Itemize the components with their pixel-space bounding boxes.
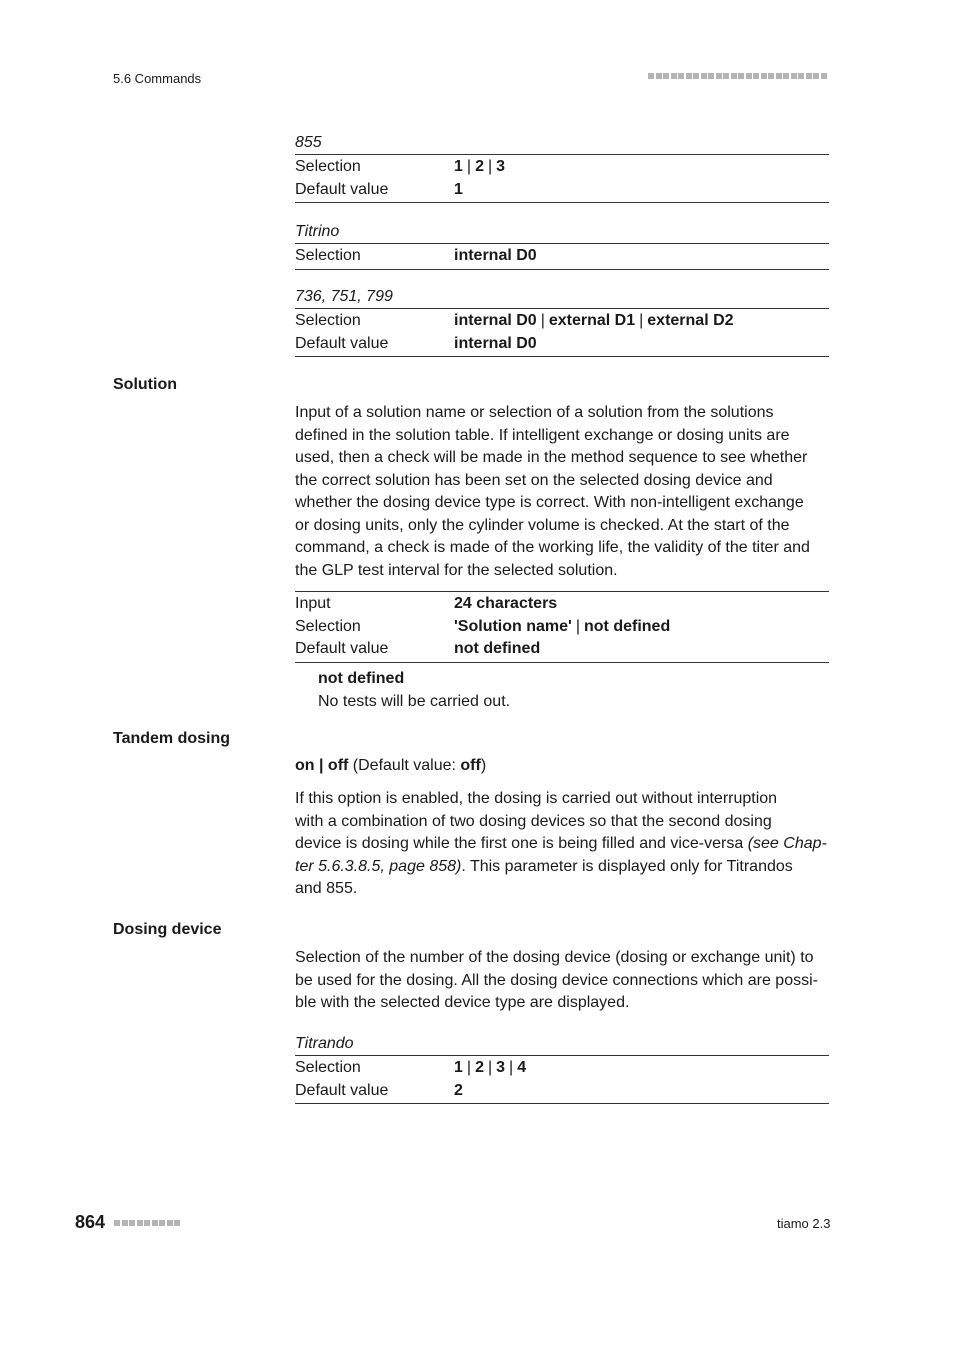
table-row-label: Selection xyxy=(295,1059,361,1076)
table-736-751-799 xyxy=(295,286,829,357)
table-value: 'Solution name' xyxy=(454,617,572,635)
value-separator: | xyxy=(509,1059,514,1076)
decorative-square xyxy=(137,1220,143,1226)
decorative-square xyxy=(761,73,767,79)
decorative-square xyxy=(159,1220,165,1226)
dosing-device-description xyxy=(295,947,829,1015)
paragraph-line: ble with the selected device type are displayed. xyxy=(295,994,630,1011)
section-title-solution: Solution xyxy=(113,376,177,393)
table-row-label: Selection xyxy=(295,617,361,635)
table-titrino xyxy=(295,221,829,270)
decorative-square xyxy=(708,73,714,79)
value-separator: | xyxy=(466,158,472,175)
footer-product: tiamo 2.3 xyxy=(777,1216,831,1231)
table-row-values xyxy=(454,310,734,333)
tandem-line-text: . This parameter is displayed only for Titrandos xyxy=(461,857,793,875)
table-row-values xyxy=(454,156,505,179)
decorative-square xyxy=(746,73,752,79)
section-title-dosing-device: Dosing device xyxy=(113,921,222,938)
table-value: internal D0 xyxy=(454,334,537,352)
table-row-label: Selection xyxy=(295,247,361,264)
table-value: 3 xyxy=(496,158,506,175)
paragraph-line: used, then a check will be made in the method sequence to see whether xyxy=(295,449,808,466)
tandem-line xyxy=(295,856,829,879)
decorative-square xyxy=(648,73,654,79)
table-row-label: Default value xyxy=(295,1081,389,1099)
tandem-description xyxy=(295,788,829,901)
decorative-square xyxy=(813,73,819,79)
table-row xyxy=(295,638,829,661)
paragraph-line: command, a check is made of the working life, the validity of the titer and xyxy=(295,539,810,556)
table-row-label: Default value xyxy=(295,180,389,198)
table-row-label: Selection xyxy=(295,158,361,175)
table-value: internal D0 xyxy=(454,247,537,264)
table-row xyxy=(295,333,829,356)
table-caption: 855 xyxy=(295,134,322,151)
decorative-square xyxy=(798,73,804,79)
table-row-values xyxy=(454,593,557,616)
decorative-square xyxy=(663,73,669,79)
table-855 xyxy=(295,132,829,203)
table-row xyxy=(295,1080,829,1103)
table-row-values xyxy=(454,245,537,268)
decorative-square xyxy=(731,73,737,79)
value-separator: | xyxy=(487,158,493,175)
paragraph-line: the GLP test interval for the selected solution. xyxy=(295,561,618,579)
paragraph-line: Input of a solution name or selection of a solution from the solutions xyxy=(295,404,774,421)
tandem-default-prefix: (Default value: xyxy=(348,757,461,774)
table-value: 24 characters xyxy=(454,595,558,612)
decorative-square xyxy=(144,1220,150,1226)
table-row-values xyxy=(454,616,670,639)
table-body xyxy=(295,154,829,203)
section-title-tandem-dosing: Tandem dosing xyxy=(113,730,231,747)
decorative-square xyxy=(656,73,662,79)
paragraph-line: or dosing units, only the cylinder volume is checked. At the start of the xyxy=(295,516,790,534)
table-row-values xyxy=(454,179,463,202)
tandem-options xyxy=(295,757,486,775)
tandem-line: If this option is enabled, the dosing is carried out without interruption xyxy=(295,790,778,807)
decorative-square xyxy=(174,1220,180,1226)
decorative-square xyxy=(738,73,744,79)
decorative-square xyxy=(678,73,684,79)
solution-description xyxy=(295,402,829,582)
table-row-label: Default value xyxy=(295,640,389,657)
header-section-title: 5.6 Commands xyxy=(113,71,202,86)
table-row-values xyxy=(454,1080,463,1103)
decorative-square xyxy=(167,1220,173,1226)
table-row xyxy=(295,616,829,639)
decorative-square xyxy=(701,73,707,79)
value-separator: | xyxy=(487,1059,493,1076)
page-number: 864 xyxy=(75,1212,106,1232)
table-caption: Titrino xyxy=(295,223,340,240)
table-row xyxy=(295,1057,829,1080)
table-row-values xyxy=(454,1057,526,1080)
option-term-not-defined: not defined xyxy=(318,670,405,687)
decorative-square xyxy=(671,73,677,79)
table-body xyxy=(295,243,829,270)
table-row-values xyxy=(454,333,537,356)
tandem-line: and 855. xyxy=(295,880,358,897)
table-value: 1 xyxy=(454,1059,463,1076)
decorative-square xyxy=(129,1220,135,1226)
table-value: 2 xyxy=(475,158,484,175)
table-value: not defined xyxy=(454,640,541,657)
table-row xyxy=(295,593,829,616)
decorative-square xyxy=(716,73,722,79)
decorative-square xyxy=(723,73,729,79)
paragraph-line: defined in the solution table. If intelligent exchange or dosing units are xyxy=(295,426,790,444)
table-row-values xyxy=(454,638,540,661)
table-row-label: Input xyxy=(295,595,331,612)
header-decoration xyxy=(648,73,827,79)
table-value: internal D0 xyxy=(454,312,537,329)
value-separator: | xyxy=(575,617,580,635)
table-value: external D1 xyxy=(548,312,636,329)
tandem-line-text: device is dosing while the first one is being filled and vice-versa xyxy=(295,835,748,852)
paragraph-line: be used for the dosing. All the dosing device connections which are possi- xyxy=(295,971,818,989)
table-value: 4 xyxy=(517,1059,527,1076)
table-row xyxy=(295,245,829,268)
paragraph-line: whether the dosing device type is correct. With non-intelligent exchange xyxy=(295,494,804,511)
decorative-square xyxy=(776,73,782,79)
decorative-square xyxy=(114,1220,120,1226)
table-solution xyxy=(295,591,829,663)
table-value: 1 xyxy=(454,180,463,198)
table-caption: Titrando xyxy=(295,1035,354,1052)
tandem-default-value: off xyxy=(460,757,481,774)
table-caption: 736, 751, 799 xyxy=(295,288,393,305)
decorative-square xyxy=(821,73,827,79)
chapter-reference: (see Chap- xyxy=(747,835,827,852)
table-value: 1 xyxy=(454,158,463,175)
decorative-square xyxy=(783,73,789,79)
tandem-line xyxy=(295,833,829,856)
chapter-reference: ter 5.6.3.8.5, page 858) xyxy=(295,857,462,875)
value-separator: | xyxy=(639,312,644,329)
table-value: 2 xyxy=(454,1081,463,1099)
decorative-square xyxy=(806,73,812,79)
table-body xyxy=(295,591,829,663)
decorative-square xyxy=(693,73,699,79)
decorative-square xyxy=(768,73,774,79)
tandem-default-suffix: ) xyxy=(480,757,487,774)
table-row-label: Default value xyxy=(295,334,389,352)
table-value: 3 xyxy=(496,1059,506,1076)
footer-decoration xyxy=(114,1220,180,1226)
tandem-line: with a combination of two dosing devices so that the second dosing xyxy=(295,812,772,830)
table-body xyxy=(295,1055,829,1104)
tandem-options-values: on | off xyxy=(295,757,349,774)
table-value: not defined xyxy=(584,617,671,635)
decorative-square xyxy=(686,73,692,79)
table-value: 2 xyxy=(475,1059,484,1076)
value-separator: | xyxy=(466,1059,472,1076)
decorative-square xyxy=(753,73,759,79)
paragraph-line: Selection of the number of the dosing device (dosing or exchange unit) to xyxy=(295,949,814,966)
decorative-square xyxy=(791,73,797,79)
table-row xyxy=(295,310,829,333)
table-value: external D2 xyxy=(647,312,734,329)
option-desc-not-defined: No tests will be carried out. xyxy=(318,693,511,710)
table-body xyxy=(295,308,829,357)
table-row xyxy=(295,179,829,202)
decorative-square xyxy=(122,1220,128,1226)
paragraph-line: the correct solution has been set on the selected dosing device and xyxy=(295,471,773,489)
table-row-label: Selection xyxy=(295,312,361,329)
decorative-square xyxy=(152,1220,158,1226)
table-titrando xyxy=(295,1033,829,1104)
value-separator: | xyxy=(540,312,545,329)
table-row xyxy=(295,156,829,179)
